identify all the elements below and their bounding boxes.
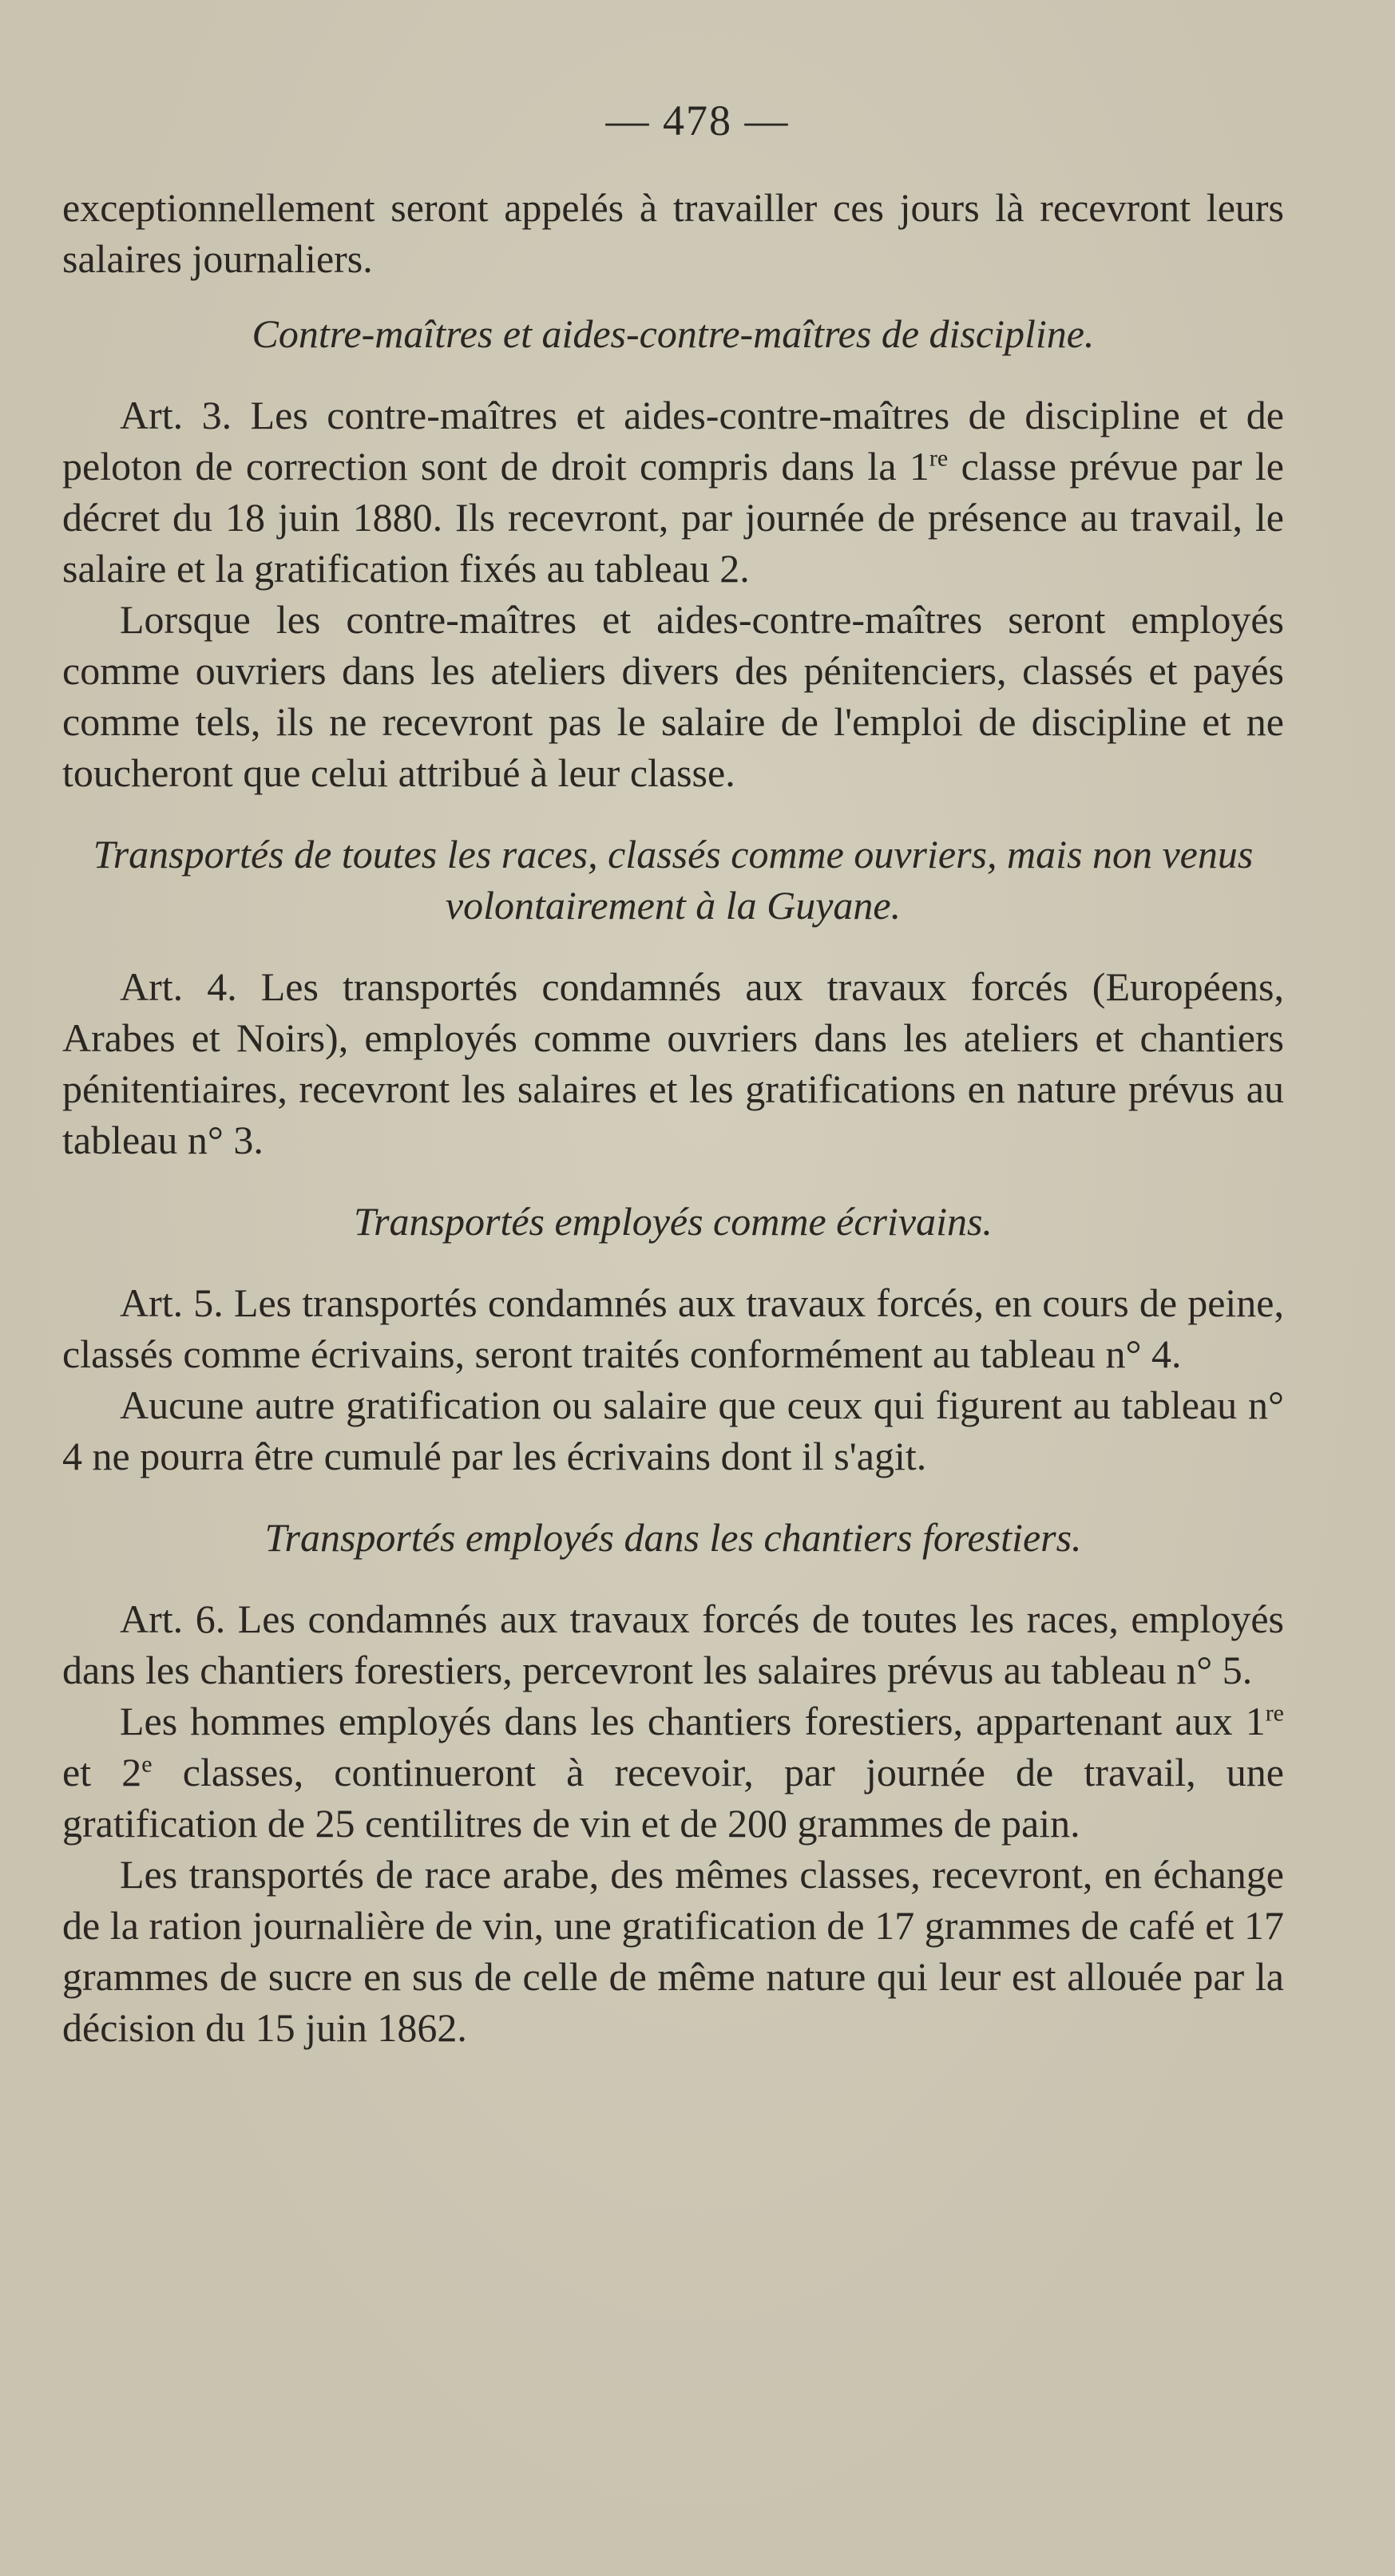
paragraph-art-6: Art. 6. Les condamnés aux travaux forcés de toutes les races, employés dans les chantiers forestiers, percevront les salaires prévus au tableau n° 5.	[62, 1597, 1284, 1692]
paragraph-race-arabe: Les transportés de race arabe, des mêmes classes, recevront, en échange de la ration journalière de vin, une gratification de 17 grammes de café et 17 grammes de sucre en sus de celle de même nature qui leur est allouée par la décision du 15 juin 1862.	[62, 1852, 1284, 2050]
art6b-text-part3: classes, continueront à recevoir, par journée de travail, une gratification de 25 centilitres de vin et de 200 grammes de pain.	[62, 1750, 1284, 1846]
art6b-text-part1: Les hommes employés dans les chantiers forestiers, appartenant aux 1	[120, 1699, 1266, 1743]
section-heading-ecrivains: Transportés employés comme écrivains.	[354, 1199, 993, 1244]
art6b-text-part2: et 2	[62, 1750, 142, 1794]
paragraph-art-3	[62, 390, 1284, 594]
section-heading-chantiers-forestiers: Transportés employés dans les chantiers forestiers.	[264, 1515, 1082, 1560]
page-number: — 478 —	[605, 97, 790, 144]
paragraph-art-4: Art. 4. Les transportés condamnés aux travaux forcés (Européens, Arabes et Noirs), employés comme ouvriers dans les ateliers et chantiers pénitentiaires, recevront les salaires et les gratifications en nature prévus au tableau n° 3.	[62, 964, 1284, 1162]
art3-ordinal-suffix: re	[929, 445, 949, 472]
page-body	[62, 182, 1284, 2053]
section-heading-contre-maitres: Contre-maîtres et aides-contre-maîtres de discipline.	[252, 311, 1095, 356]
paragraph-ecrivains-cumul: Aucune autre gratification ou salaire que ceux qui figurent au tableau n° 4 ne pourra être cumulé par les écrivains dont il s'agit.	[62, 1383, 1284, 1478]
art6b-ordinal-suffix-1: re	[1265, 1700, 1284, 1727]
section-heading-ouvriers: Transportés de toutes les races, classés comme ouvriers, mais non venus volontairement à la Guyane.	[93, 832, 1254, 928]
art3-text-part1: Art. 3. Les contre-maîtres et aides-contre-maîtres de discipline et de peloton de correction sont de droit compris dans la 1	[62, 393, 1284, 489]
art6b-ordinal-suffix-2: e	[141, 1751, 153, 1778]
paragraph-continuation: exceptionnellement seront appelés à travailler ces jours là recevront leurs salaires journaliers.	[62, 185, 1284, 281]
paragraph-hommes-chantiers	[62, 1696, 1284, 1849]
paragraph-art-5: Art. 5. Les transportés condamnés aux travaux forcés, en cours de peine, classés comme écrivains, seront traités conformément au tableau n° 4.	[62, 1280, 1284, 1376]
art3-text-part2: classe prévue par le décret du 18 juin 1880. Ils recevront, par journée de présence au travail, le salaire et la gratification fixés au tableau 2.	[62, 444, 1284, 591]
paragraph-contre-maitres-ouvriers: Lorsque les contre-maîtres et aides-contre-maîtres seront employés comme ouvriers dans les ateliers divers des pénitenciers, classés et payés comme tels, ils ne recevront pas le salaire de l'emploi de discipline et ne toucheront que celui attribué à leur classe.	[62, 597, 1284, 795]
